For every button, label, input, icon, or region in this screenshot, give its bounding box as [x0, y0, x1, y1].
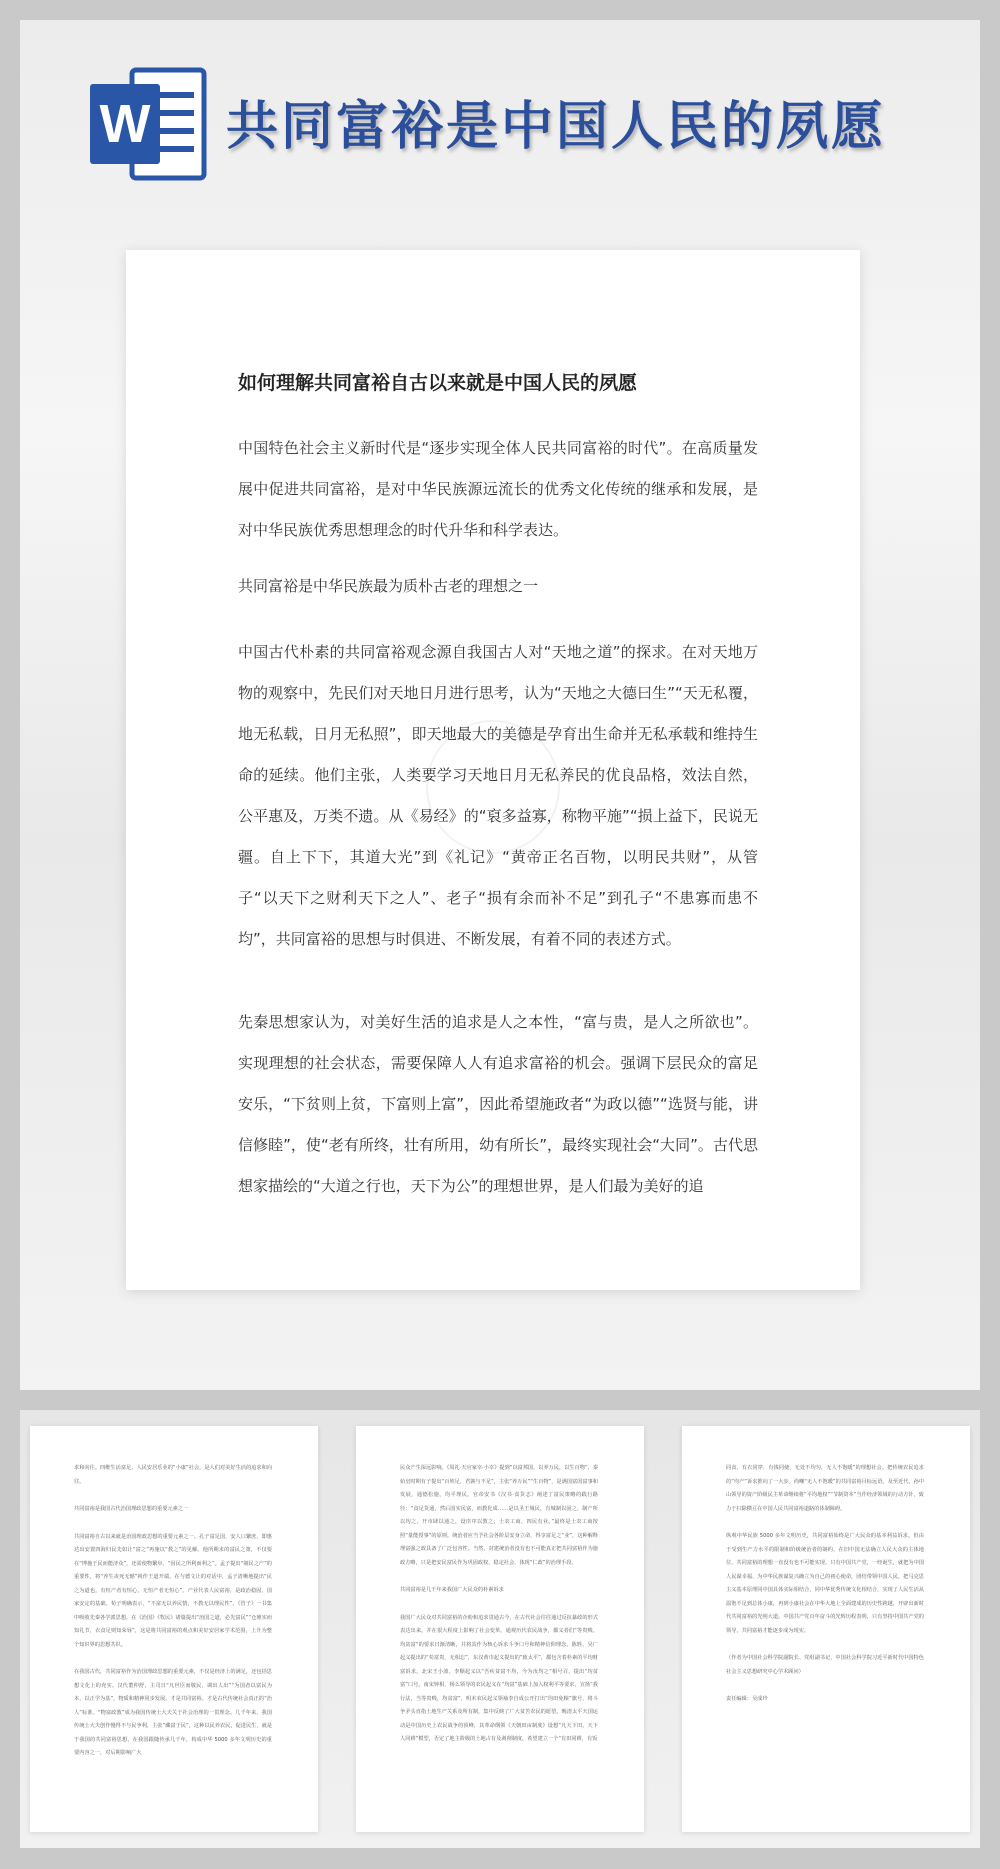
- thumb-paragraph: 纵观中华民族 5000 多年文明历史，共同富裕始终是广大民众的基本利益诉求。但由于受到生产力水平的限制和阶级统治者的制约，在旧中国无法确立人民大众的主体地位，共同富裕的理想一直没有也不可能实现。只有中国共产党，一经诞生，就把为中国人民谋幸福、为中华民族谋复兴确立为自己的初心使命，团结带领中国人民，把马克思主义基本原理同中国具体实际相结合，同中华优秀传统文化相结合，实现了人民生活从温饱不足到总体小康，再到小康社会在中华大地上全面建成的历史性跨越，开辟出新时代共同富裕的光明大道。中国共产党百年奋斗的光辉历程表明，只有坚持中国共产党的领导，共同富裕才能逐步成为现实。: [726, 1533, 924, 1634]
- intro-paragraph: 中国特色社会主义新时代是“逐步实现全体人民共同富裕的时代”。在高质量发展中促进共同富裕，是对中华民族源远流长的优秀文化传统的继承和发展，是对中华民族优秀思想理念的时代升华和科学表达。: [238, 439, 758, 539]
- page-thumbnail-3: [356, 1426, 644, 1832]
- page-thumbnail-2: [30, 1426, 318, 1832]
- body-paragraph-1: 中国古代朴素的共同富裕观念源自我国古人对“天地之道”的探求。在对天地万物的观察中，先民们对天地日月进行思考，认为“天地之大德曰生”“天无私覆，地无私载，日月无私照”，即天地最大的美德是孕育出生命并无私承载和维持生命的延续。他们主张，人类要学习天地日月无私养民的优良品格，效法自然，公平惠及，万类不遗。从《易经》的“裒多益寡，称物平施”“损上益下，民说无疆。自上下下，其道大光”到《礼记》“黄帝正名百物，以明民共财”，从管子“以天下之财利天下之人”、老子“损有余而补不足”到孔子“不患寡而患不均”，共同富裕的思想与时俱进、不断发展，有着不同的表述方式。: [238, 643, 758, 948]
- thumb-paragraph: 求和向往。四维生活富足，人民安居乐业的“小康”社会，是人们对美好生活的追求和向往。: [74, 1465, 272, 1485]
- thumb-heading: 共同富裕是几千年来我国广大民众的朴素诉求: [400, 1587, 504, 1593]
- thumb-paragraph: 责任编辑：吴成玲: [726, 1696, 768, 1702]
- page-thumbnail-4: [682, 1426, 970, 1832]
- thumb-heading: 共同富裕是我国古代治国理政思想的重要元素之一: [74, 1506, 189, 1512]
- thumb-paragraph: 共同富裕自古以来就是治国理政思想的重要元素之一。孔子富足国，安人口繁庶，即惠达出安置四海归民先如让“富之”再施以“教之”的见解。他所期求的富民之策，不仅要在“博施于民而能济众”，还需使物繁阜，“因民之所利而利之”。孟子提出“制民之产”的重要性，将“养生丧死无憾”视作王道开端。在与德文让的对话中，孟子清晰地提出“民之为道也，有恒产者有恒心，无恒产者无恒心”。产业代表人民富裕，是政治稳固、国家安定的基础。荀子明确表示，“不富无以养民情，不教无以理民性”。《管子》一书集中吸收先秦各学派思想，在《治国》《牧民》诸篇提出“治国之道，必先富民”“仓廪实而知礼节，衣食足则知荣辱”，这是将共同富裕的观点和美好安居家学术范围，上升为整个知识界的思想共识。: [74, 1533, 272, 1648]
- thumb-paragraph: 民众产生深远影响。《周礼·天官家宰·小宰》提到“以富邦国，以养万民，以生百物”，秦始皇时期有子提出“百姓足，君孰与不足”，主张“养万民”“生百物”，是满国富国富事和发展，通德松施，均平理民。官帝安书《汉书·食货志》阐述了富民策略的践行路径：“食足货通，然后国实民富，而教化成……是以圣王城民，有城制以固之，制产所以均之，开市肆以通之，设庠序以教之；士农工商，四民有业。”最终是士农工商按照“量能授事”的原则。统治者应当予社会各阶层安身立命，得享富足之“业”，这种解释理富强之政具备了广泛包容性。当然，封建统治者没有也不可能真正把共同富裕作为施政方略，只是把安民富民作为巩固政权、稳定社会、体现“仁政”的治理手段。: [400, 1465, 599, 1566]
- logo-letter: W: [99, 94, 151, 154]
- body-paragraph-2: 先秦思想家认为，对美好生活的追求是人之本性，“富与贵，是人之所欲也”。实现理想的社会状态，需要保障人人有追求富裕的机会。强调下层民众的富足安乐，“下贫则上贫，下富则上富”，因此希望施政者“为政以德”“选贤与能，讲信修睦”，使“老有所终，壮有所用，幼有所长”，最终实现社会“大同”。古代思想家描绘的“大道之行也，天下为公”的理想世界，是人们最为美好的追: [238, 1013, 758, 1195]
- banner-title: 共同富裕是中国人民的夙愿: [226, 96, 887, 157]
- thumb-paragraph: （作者为中国社会科学院副院长、党组副书记，中国社会科学院习近平新时代中国特色社会主义思想研究中心学术顾问）: [726, 1655, 924, 1675]
- thumb-paragraph: 我国广大民众对共同富裕的企盼和追求贯通古今，在古代社会往往通过反抗暴政的形式表达出来，并在很大程度上影响了社会变革。通观历代农民战争，都义者们“等贵贱、均贫富”的要求日渐清晰，并将其作为核心诉求斗争口号和精神信仰理念。陈胜、吴广起义提出的“苟富贵，无相忘”，东汉黄巾起义提出的“致太平”，都包含着朴素的平均财富诉求。北宋王小波、李顺起义以“吾疾贫富不均，今为汝均之”相号召，提出“均贫富”口号。南宋钟相、杨么领导的农民起义在“均富”基础上加入权利平等要求，宣扬“我行法，当等贵贱，均贫富”，明末农民起义领袖李自成公开打出“均田免粮”旗号，将斗争矛头直指土地生产关系及所有制，集中反映了广大贫苦农民的愿望。晚清太平天国运动是中国历史上农民战争的顶峰，其革命纲领《天朝田亩制度》设想“凡天下田，天下人同耕”模型，否定了地主阶级的土地占有及剥削制度，希望建立一个“有田同耕，有饭: [400, 1614, 598, 1742]
- thumb-paragraph: 在我国古代，共同富裕作为治国理政思想的重要元素，不仅是经济上的满足，还包括思想文化上的充实。汉代董仲舒，主司日“凡世臣而敬民，调出人出”“为国者以富民为本，以正学为基”，物质和精神同步发展，才是共同富裕。才是古代传统社会真正的“治人”标准。“物富政教”成为我国传统士大夫关于社会治理的一贯理念。几千年来，我国传统士大夫创作慢得不与民争利，主张“藏富于民”，这种以民养农民，促进民生，就是于我国的共同富裕思想，在我国跟随传承几千年，构成中华 5000 多年文明历史的重要内容之一，对后期影响广大: [74, 1669, 272, 1756]
- document-title: 如何理解共同富裕自古以来就是中国人民的夙愿: [238, 372, 638, 394]
- document-page-main: [126, 250, 860, 1290]
- thumbnail-strip: [20, 1410, 980, 1848]
- section-heading: 共同富裕是中华民族最为质朴古老的理想之一: [238, 577, 539, 595]
- thumb-paragraph: 同食，有衣同穿，有钱同使，无处不均匀，无人不饱暖”的理想社会。把传统农民追求的“均产”诉求推向了一大步。尚嘲“无人不饱暖”的共同富裕目标远语。及至近代，孙中山领导的资产阶级民主革命继续将“平均地权”“节制资本”当作经济领域的行动方针，致力于扫除横亘在中国人民共同富裕道路的体制障碍。: [726, 1465, 924, 1512]
- word-document-icon: [90, 62, 212, 186]
